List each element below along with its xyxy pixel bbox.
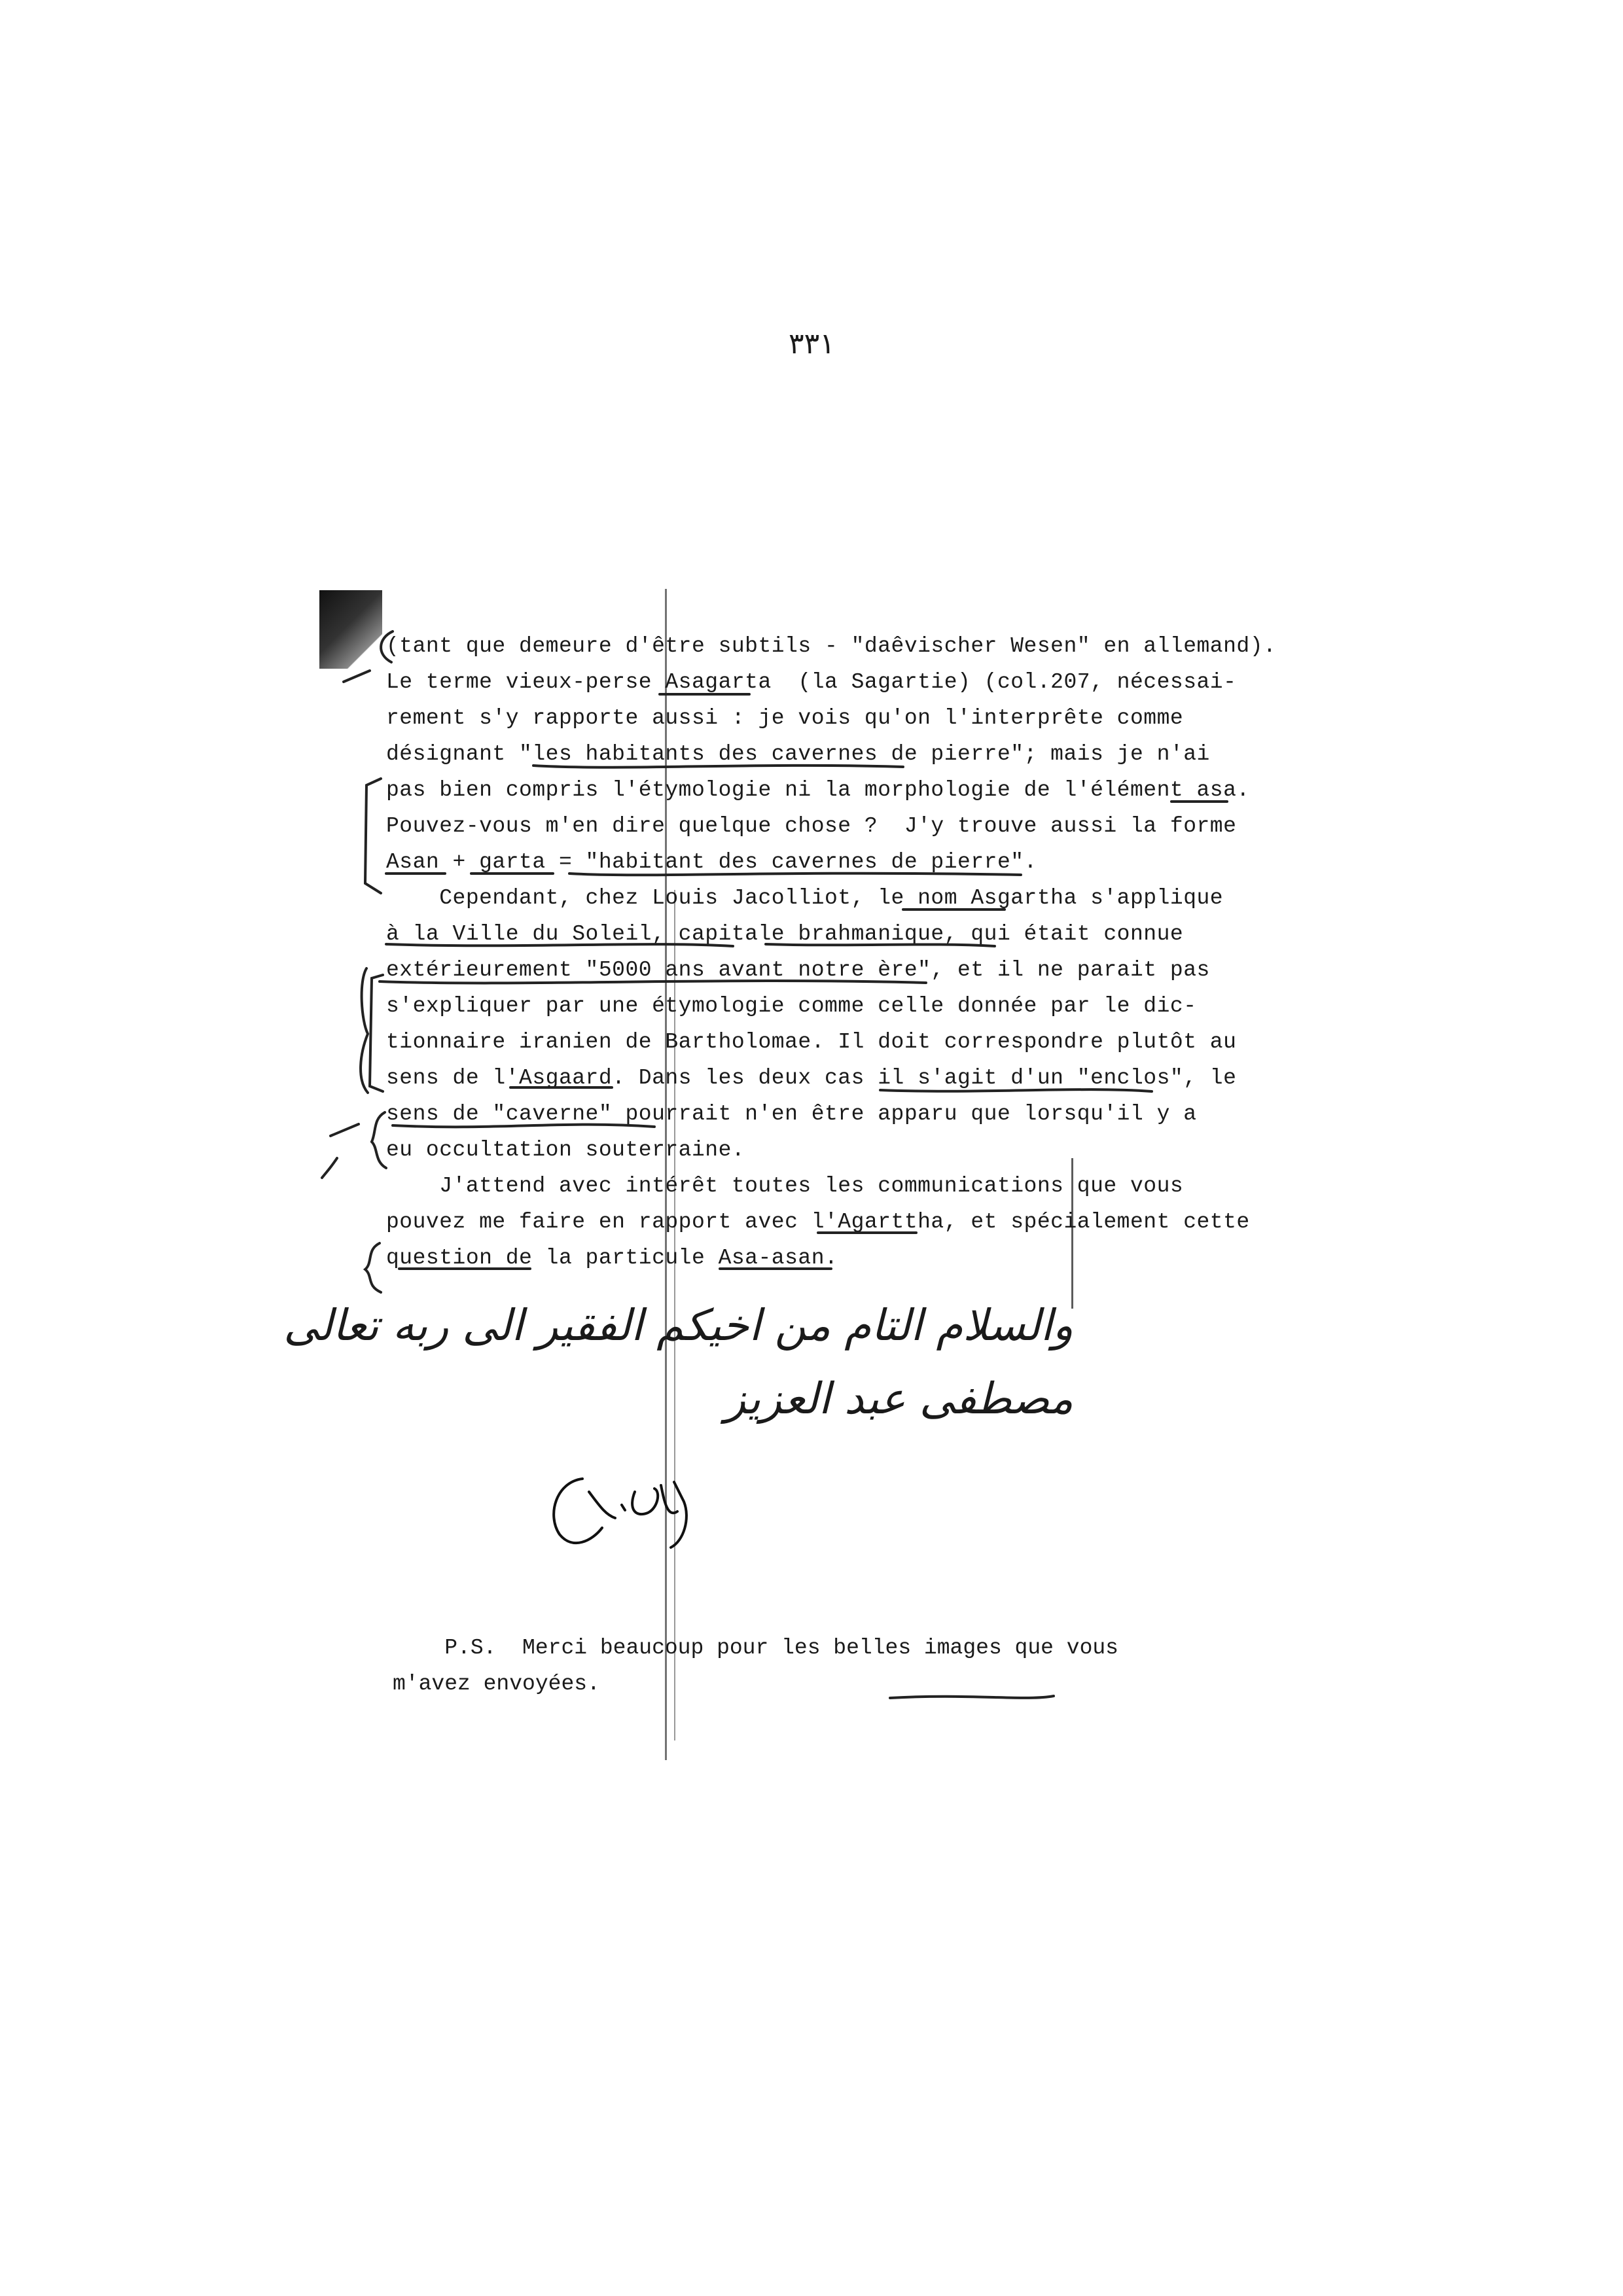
text-line: rement s'y rapporte aussi : je vois qu'on l'interprête comme: [386, 706, 1184, 730]
tick-mark: [330, 1124, 359, 1136]
tick-mark: [322, 1158, 337, 1178]
arabic-closing: [283, 1289, 1073, 1436]
text-line: extérieurement "5000 ans avant notre ère", et il ne parait pas: [386, 958, 1210, 982]
bracket-mark: [370, 975, 383, 1091]
underline-mark: [380, 981, 926, 983]
arabic-name: مصطفى عبد العزيز: [724, 1373, 1073, 1424]
signature: [543, 1466, 713, 1557]
underline-mark: [533, 766, 903, 768]
underline-mark: [386, 944, 733, 946]
text-line: Pouvez-vous m'en dire quelque chose ? J'y trouve aussi la forme: [386, 814, 1237, 838]
text-line: sens de l'Asgaard. Dans les deux cas il s'agit d'un "enclos", le: [386, 1066, 1237, 1090]
text-line: (tant que demeure d'être subtils - "daêvischer Wesen" en allemand).: [386, 634, 1277, 658]
bracket-mark: [361, 968, 368, 1093]
text-line: tionnaire iranien de Bartholomae. Il doit correspondre plutôt au: [386, 1030, 1237, 1054]
arabic-salutation: والسلام التام من اخيكم الفقير الى ربه تعالى: [283, 1300, 1073, 1351]
brace-mark: [365, 1243, 381, 1292]
bracket-mark: [381, 631, 393, 662]
tick-mark: [344, 671, 370, 682]
underline-mark: [393, 1125, 654, 1127]
text-line: pouvez me faire en rapport avec l'Agarttha, et spécialement cette: [386, 1210, 1250, 1234]
text-line: question de la particule Asa-asan.: [386, 1246, 838, 1270]
text-line: désignant "les habitants des cavernes de pierre"; mais je n'ai: [386, 742, 1210, 766]
text-line: Cependant, chez Louis Jacolliot, le nom Asgartha s'applique: [386, 886, 1224, 910]
text-line: sens de "caverne" pourrait n'en être apparu que lorsqu'il y a: [386, 1102, 1197, 1126]
text-line: s'expliquer par une étymologie comme celle donnée par le dic-: [386, 994, 1197, 1018]
text-line: J'attend avec intérêt toutes les communications que vous: [386, 1174, 1184, 1198]
bracket-mark: [365, 779, 381, 893]
text-line: eu occultation souterraine.: [386, 1138, 745, 1162]
text-line: Asan + garta = "habitant des cavernes de pierre".: [386, 850, 1037, 874]
page-number: ٣٣١: [789, 327, 835, 361]
underline-mark: [569, 874, 1021, 875]
postscript: [393, 1629, 1243, 1701]
text-line: Le terme vieux-perse Asagarta (la Sagartie) (col.207, nécessai-: [386, 670, 1237, 694]
text-line: à la Ville du Soleil, capitale brahmanique, qui était connue: [386, 922, 1184, 946]
text-line: pas bien compris l'étymologie ni la morphologie de l'élément asa.: [386, 778, 1250, 802]
underline-mark: [766, 944, 995, 946]
postscript-line: m'avez envoyées.: [393, 1672, 600, 1696]
underline-mark: [880, 1089, 1152, 1091]
brace-mark: [372, 1112, 386, 1168]
postscript-line: P.S. Merci beaucoup pour les belles images que vous: [393, 1636, 1118, 1660]
